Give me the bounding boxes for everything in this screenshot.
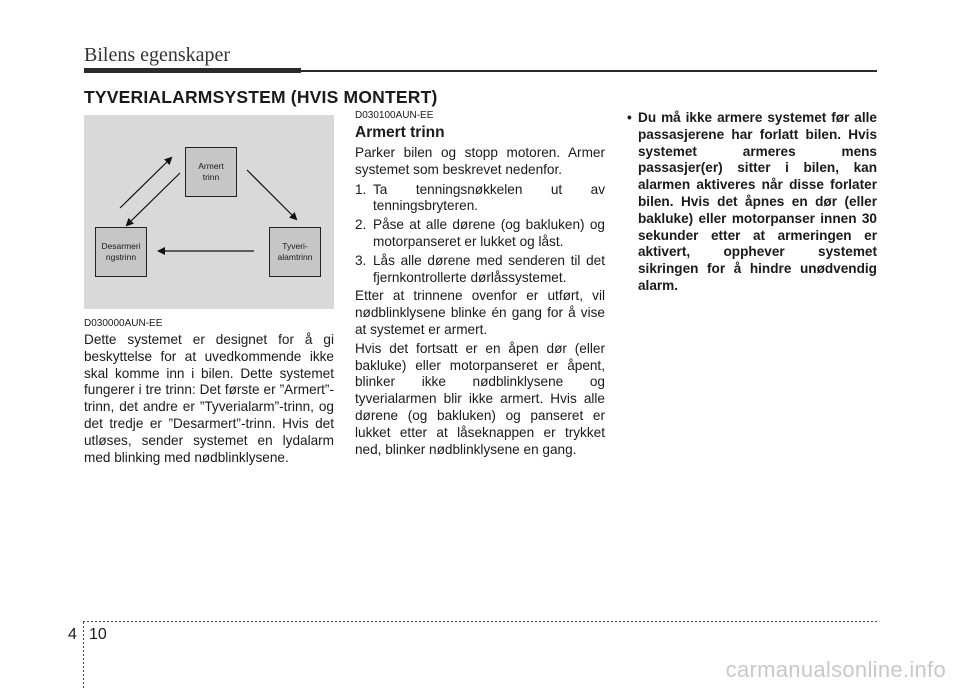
warning-item — [627, 110, 877, 295]
step-text: Ta tenningsnøkkelen ut av tenningsbryteren. — [373, 181, 605, 214]
arrow-disarm-to-armed — [120, 158, 171, 208]
alarm-stage-box — [269, 227, 321, 277]
page-number: 10 — [89, 626, 107, 643]
footer-rule-vertical — [83, 622, 84, 689]
right-column-warning — [627, 110, 877, 295]
alarm-stage-diagram — [84, 115, 334, 309]
disarm-stage-box — [95, 227, 147, 277]
armed-stage-label-1: Armert — [198, 161, 224, 171]
header-rule-thick — [84, 68, 301, 73]
diagram-arrows — [84, 115, 334, 309]
left-section-code: D030000AUN-EE — [84, 318, 163, 329]
step-number: 3. — [355, 252, 367, 268]
footer-rule-horizontal — [83, 621, 877, 622]
step-number: 2. — [355, 217, 367, 233]
armed-failure-text: Hvis det fortsatt er en åpen dør (eller bakluke) eller motorpanseret er åpent, blinker ikke nødblinklysene og tyverialarmen blir ikke armert. Hvis alle dørene (og bakluken) og panseret er lukket etter at låseknappen er trykket ned, blinker nødblinklysene en gang. — [355, 340, 605, 457]
left-column — [84, 318, 334, 466]
armed-stage-heading: Armert trinn — [355, 124, 445, 141]
armed-result-text: Etter at trinnene ovenfor er utført, vil nødblinklysene blinke én gang for å vise at systemet er armert. — [355, 288, 605, 337]
header-rule-thin — [301, 70, 877, 72]
alarm-stage-label-1: Tyveri- — [282, 241, 308, 251]
step-number: 1. — [355, 181, 367, 197]
running-title: Bilens egenskaper — [84, 44, 231, 66]
step-item — [355, 217, 605, 251]
armed-stage-label-2: trinn — [202, 172, 220, 182]
middle-section-code: D030100AUN-EE — [355, 110, 434, 121]
arrow-armed-to-disarm — [127, 173, 180, 225]
armed-intro-text: Parker bilen og stopp motoren. Armer systemet som beskrevet nedenfor. — [355, 145, 605, 177]
middle-column — [355, 110, 605, 458]
step-item — [355, 253, 605, 287]
step-item — [355, 182, 605, 216]
armed-stage-box — [185, 147, 237, 197]
chapter-number: 4 — [68, 626, 77, 643]
arrow-armed-to-alarm — [247, 170, 296, 219]
alarm-stage-label-2: alamtrinn — [277, 252, 313, 262]
step-text: Lås alle dørene med senderen til det fjernkontrollerte dørlåssystemet. — [373, 252, 605, 285]
site-watermark: carmanualsonline.info — [725, 657, 946, 682]
disarm-stage-label-1: Desarmeri — [101, 241, 141, 251]
bullet-icon: • — [627, 110, 632, 125]
warning-text: Du må ikke armere systemet før alle passasjerene har forlatt bilen. Hvis systemet armeres mens passasjer(er) sitter i bilen, kan alarmen aktiveres når disse forlater bilen. Hvis det åpnes en dør (eller bakluke) eller motorpanser innen 30 sekunder etter at armeringen er aktivert, opphever systemet sikringen for å hindre unødvendig alarm. — [638, 110, 877, 293]
section-title: TYVERIALARMSYSTEM (HVIS MONTERT) — [84, 87, 438, 107]
step-text: Påse at alle dørene (og bakluken) og motorpanseret er lukket og låst. — [373, 217, 605, 249]
disarm-stage-label-2: ngstrinn — [105, 252, 137, 262]
left-body-text: Dette systemet er designet for å gi beskyttelse for at uvedkommende ikke skal komme inn i bilen. Dette systemet fungerer i tre trinn: Det første er ”Armert”-trinn, det andre er ”Tyverialarm”-trinn, og det tredje er ”Desarmert”-trinn. Hvis det utløses, sender systemet en lydalarm med blinking med nødblinklysene. — [84, 332, 334, 465]
